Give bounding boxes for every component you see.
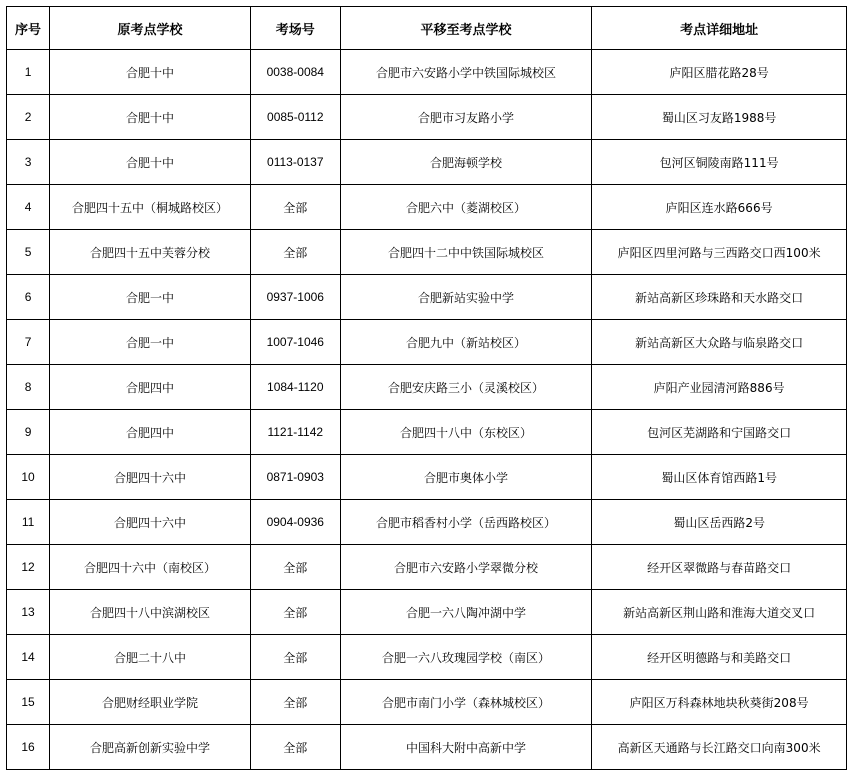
cell-original-school: 合肥四十六中（南校区） (50, 545, 251, 590)
cell-room-number: 全部 (250, 590, 340, 635)
cell-address: 新站高新区荆山路和淮海大道交叉口 (592, 590, 847, 635)
table-row (7, 500, 847, 545)
cell-new-school: 合肥四十二中中铁国际城校区 (340, 230, 592, 275)
header-room-number: 考场号 (250, 7, 340, 50)
cell-new-school: 合肥市六安路小学中铁国际城校区 (340, 50, 592, 95)
cell-address: 蜀山区习友路1988号 (592, 95, 847, 140)
cell-index: 15 (7, 680, 50, 725)
cell-original-school: 合肥财经职业学院 (50, 680, 251, 725)
header-original-school: 原考点学校 (50, 7, 251, 50)
cell-new-school: 合肥一六八陶冲湖中学 (340, 590, 592, 635)
table-row (7, 275, 847, 320)
table-row (7, 50, 847, 95)
cell-original-school: 合肥四十八中滨湖校区 (50, 590, 251, 635)
cell-new-school: 合肥一六八玫瑰园学校（南区） (340, 635, 592, 680)
cell-address: 庐阳区连水路666号 (592, 185, 847, 230)
table-row (7, 680, 847, 725)
cell-address: 新站高新区珍珠路和天水路交口 (592, 275, 847, 320)
relocation-table-container (6, 6, 847, 770)
relocation-table (6, 6, 847, 770)
table-row (7, 95, 847, 140)
cell-index: 6 (7, 275, 50, 320)
cell-index: 14 (7, 635, 50, 680)
header-address: 考点详细地址 (592, 7, 847, 50)
table-row (7, 590, 847, 635)
cell-index: 10 (7, 455, 50, 500)
cell-address: 包河区铜陵南路111号 (592, 140, 847, 185)
cell-new-school: 合肥安庆路三小（灵溪校区） (340, 365, 592, 410)
cell-address: 庐阳产业园清河路886号 (592, 365, 847, 410)
table-row (7, 365, 847, 410)
cell-new-school: 合肥九中（新站校区） (340, 320, 592, 365)
cell-room-number: 0085-0112 (250, 95, 340, 140)
cell-original-school: 合肥四十五中（桐城路校区） (50, 185, 251, 230)
cell-original-school: 合肥十中 (50, 95, 251, 140)
cell-room-number: 1007-1046 (250, 320, 340, 365)
cell-address: 经开区明德路与和美路交口 (592, 635, 847, 680)
cell-original-school: 合肥一中 (50, 275, 251, 320)
cell-original-school: 合肥高新创新实验中学 (50, 725, 251, 770)
cell-new-school: 合肥市稻香村小学（岳西路校区） (340, 500, 592, 545)
cell-new-school: 合肥市习友路小学 (340, 95, 592, 140)
cell-original-school: 合肥四中 (50, 410, 251, 455)
cell-index: 7 (7, 320, 50, 365)
cell-address: 蜀山区岳西路2号 (592, 500, 847, 545)
cell-address: 高新区天通路与长江路交口向南300米 (592, 725, 847, 770)
cell-room-number: 全部 (250, 545, 340, 590)
cell-new-school: 合肥四十八中（东校区） (340, 410, 592, 455)
cell-index: 4 (7, 185, 50, 230)
cell-new-school: 中国科大附中高新中学 (340, 725, 592, 770)
table-row (7, 635, 847, 680)
cell-new-school: 合肥市南门小学（森林城校区） (340, 680, 592, 725)
cell-new-school: 合肥新站实验中学 (340, 275, 592, 320)
cell-address: 庐阳区四里河路与三西路交口西100米 (592, 230, 847, 275)
table-row (7, 140, 847, 185)
cell-index: 5 (7, 230, 50, 275)
cell-original-school: 合肥二十八中 (50, 635, 251, 680)
cell-room-number: 0937-1006 (250, 275, 340, 320)
cell-original-school: 合肥四十六中 (50, 500, 251, 545)
cell-address: 新站高新区大众路与临泉路交口 (592, 320, 847, 365)
table-body (7, 50, 847, 770)
cell-new-school: 合肥市奥体小学 (340, 455, 592, 500)
cell-original-school: 合肥十中 (50, 140, 251, 185)
cell-room-number: 全部 (250, 680, 340, 725)
cell-room-number: 全部 (250, 635, 340, 680)
table-row (7, 410, 847, 455)
cell-original-school: 合肥十中 (50, 50, 251, 95)
table-header-row (7, 7, 847, 50)
cell-address: 包河区芜湖路和宁国路交口 (592, 410, 847, 455)
table-row (7, 455, 847, 500)
cell-index: 3 (7, 140, 50, 185)
header-new-school: 平移至考点学校 (340, 7, 592, 50)
cell-address: 庐阳区腊花路28号 (592, 50, 847, 95)
cell-room-number: 1084-1120 (250, 365, 340, 410)
cell-address: 经开区翠微路与春苗路交口 (592, 545, 847, 590)
cell-room-number: 全部 (250, 185, 340, 230)
table-row (7, 725, 847, 770)
table-row (7, 230, 847, 275)
cell-address: 庐阳区万科森林地块秋葵街208号 (592, 680, 847, 725)
cell-new-school: 合肥海顿学校 (340, 140, 592, 185)
cell-original-school: 合肥四中 (50, 365, 251, 410)
table-row (7, 185, 847, 230)
cell-index: 2 (7, 95, 50, 140)
cell-index: 8 (7, 365, 50, 410)
cell-room-number: 全部 (250, 725, 340, 770)
cell-room-number: 0871-0903 (250, 455, 340, 500)
cell-index: 11 (7, 500, 50, 545)
cell-room-number: 0113-0137 (250, 140, 340, 185)
cell-new-school: 合肥市六安路小学翠微分校 (340, 545, 592, 590)
cell-index: 1 (7, 50, 50, 95)
table-row (7, 320, 847, 365)
cell-index: 12 (7, 545, 50, 590)
cell-original-school: 合肥四十六中 (50, 455, 251, 500)
cell-original-school: 合肥四十五中芙蓉分校 (50, 230, 251, 275)
cell-index: 9 (7, 410, 50, 455)
table-row (7, 545, 847, 590)
cell-index: 13 (7, 590, 50, 635)
cell-original-school: 合肥一中 (50, 320, 251, 365)
cell-room-number: 0038-0084 (250, 50, 340, 95)
cell-index: 16 (7, 725, 50, 770)
header-index: 序号 (7, 7, 50, 50)
cell-room-number: 1121-1142 (250, 410, 340, 455)
cell-new-school: 合肥六中（菱湖校区） (340, 185, 592, 230)
cell-address: 蜀山区体育馆西路1号 (592, 455, 847, 500)
cell-room-number: 0904-0936 (250, 500, 340, 545)
cell-room-number: 全部 (250, 230, 340, 275)
